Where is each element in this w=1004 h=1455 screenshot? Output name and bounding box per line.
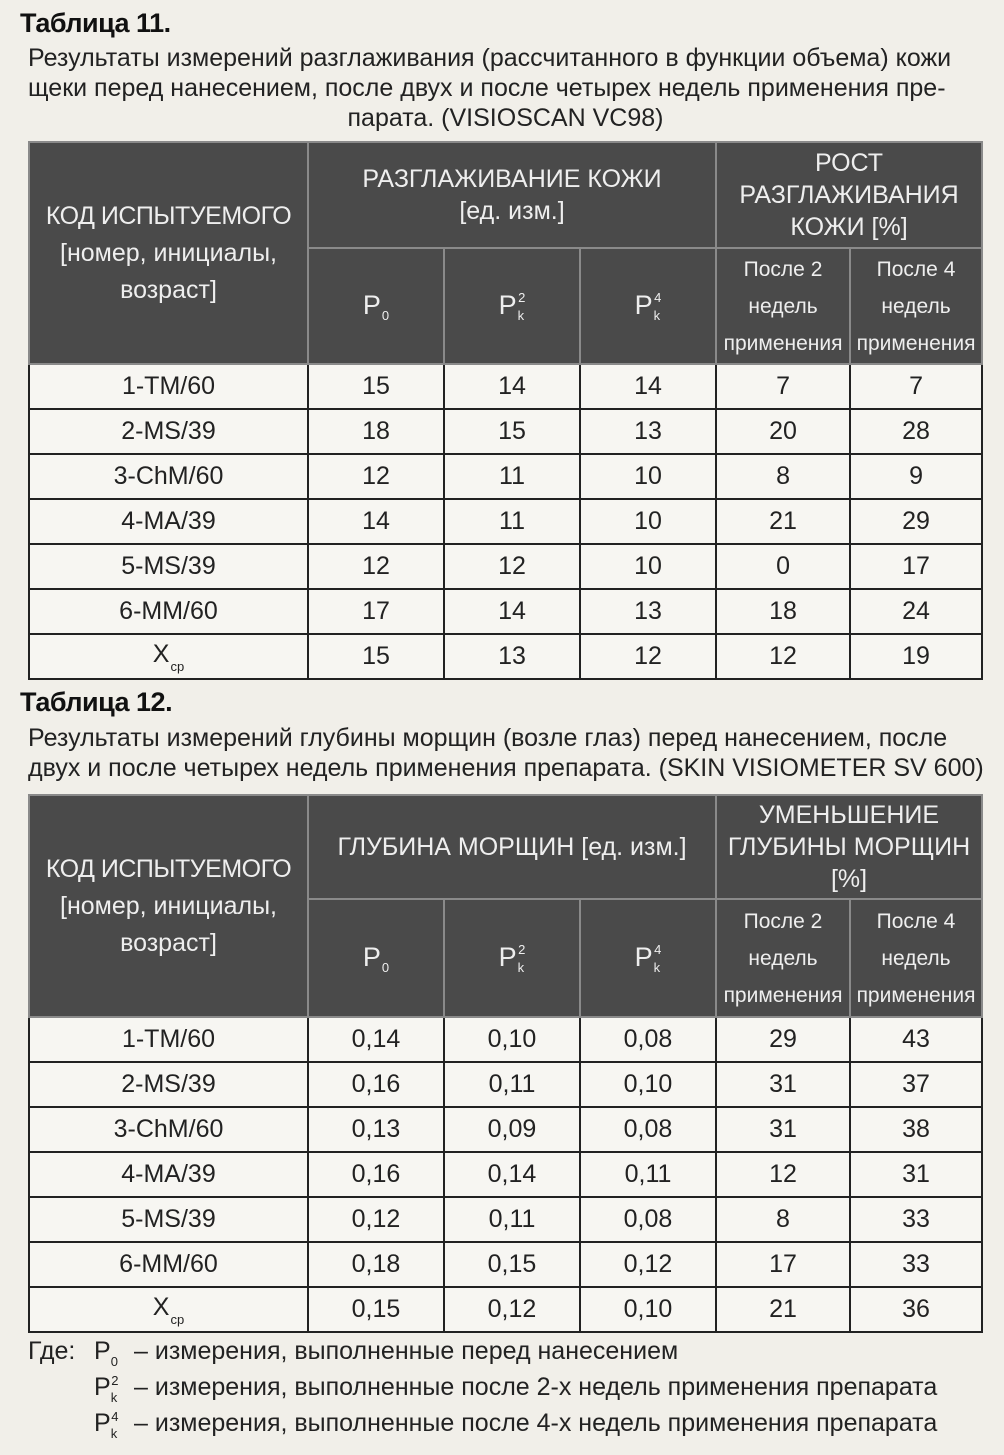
cell-after-4: 43 xyxy=(850,1017,982,1062)
table-row xyxy=(29,1107,982,1152)
header-group-label: ГЛУБИНЫ МОРЩИН xyxy=(727,833,971,861)
table-row xyxy=(29,589,982,634)
cell-after-4: 28 xyxy=(850,409,982,454)
header-group-unit: [ед. изм.] xyxy=(459,197,565,225)
cell-after-2: 17 xyxy=(716,1242,850,1287)
header-code-lower: [номер, инициалы, xyxy=(60,238,277,267)
legend-symbol: $P_k^2$ xyxy=(94,1373,119,1405)
cell-pk2: 14 xyxy=(444,364,580,409)
cell-after-2: 12 xyxy=(716,1152,850,1197)
cell-subject: 5-MS/39 xyxy=(29,544,308,589)
header-group-label: РАЗГЛАЖИВАНИЯ xyxy=(739,181,959,209)
table-11-title: Таблица 11. xyxy=(20,8,171,38)
cell-pk2: 0,15 xyxy=(444,1242,580,1287)
cell-pk2: 13 xyxy=(444,634,580,679)
cell-after-2: 21 xyxy=(716,1287,850,1332)
cell-after-4: 33 xyxy=(850,1197,982,1242)
legend-text: – измерения, выполненные после 4-х недель применения препарата xyxy=(134,1409,938,1437)
cell-subject: 6-MM/60 xyxy=(29,1242,308,1287)
table-row xyxy=(29,1017,982,1062)
cell-p0: 15 xyxy=(308,364,444,409)
caption-line: Результаты измерений разглаживания (рассчитанного в функции объема) кожи xyxy=(28,44,952,72)
header-group-label: РАЗГЛАЖИВАНИЕ КОЖИ xyxy=(362,165,662,193)
cell-after-4: 33 xyxy=(850,1242,982,1287)
cell-after-2: 29 xyxy=(716,1017,850,1062)
cell-subject: 4-MA/39 xyxy=(29,499,308,544)
cell-pk4: 13 xyxy=(580,589,716,634)
cell-after-2: 18 xyxy=(716,589,850,634)
cell-p0: 0,16 xyxy=(308,1062,444,1107)
cell-after-2: 21 xyxy=(716,499,850,544)
cell-pk4: 10 xyxy=(580,544,716,589)
cell-after-4: 37 xyxy=(850,1062,982,1107)
cell-subject: 1-TM/60 xyxy=(29,1017,308,1062)
cell-pk2: 0,11 xyxy=(444,1197,580,1242)
cell-subject: 4-MA/39 xyxy=(29,1152,308,1197)
cell-after-2: 12 xyxy=(716,634,850,679)
header-subject-code xyxy=(29,142,308,364)
header-group-smoothing xyxy=(308,142,716,248)
legend-where-label: Где: xyxy=(28,1337,76,1365)
cell-p0: 0,18 xyxy=(308,1242,444,1287)
caption-line: двух и после четырех недель применения препарата. (SKIN VISIOMETER SV 600) xyxy=(28,754,984,782)
cell-p0: 0,16 xyxy=(308,1152,444,1197)
table-row xyxy=(29,499,982,544)
cell-after-2: 7 xyxy=(716,364,850,409)
cell-pk2: 14 xyxy=(444,589,580,634)
cell-pk2: 0,10 xyxy=(444,1017,580,1062)
header-pk2: $P_k^2$ xyxy=(444,899,580,1017)
table-row xyxy=(29,364,982,409)
cell-pk4: 13 xyxy=(580,409,716,454)
header-code-lower: возраст] xyxy=(120,275,217,304)
cell-after-4: 17 xyxy=(850,544,982,589)
legend-text: – измерения, выполненные после 2-х недель применения препарата xyxy=(134,1373,938,1401)
header-code-lower: [номер, инициалы, xyxy=(60,891,277,920)
header-code-upper: КОД ИСПЫТУЕМОГО xyxy=(45,854,292,883)
cell-subject: 2-MS/39 xyxy=(29,1062,308,1107)
table-11 xyxy=(28,141,983,680)
cell-subject: 3-ChM/60 xyxy=(29,1107,308,1152)
table-row xyxy=(29,1197,982,1242)
cell-p0: 0,15 xyxy=(308,1287,444,1332)
cell-after-4: 9 xyxy=(850,454,982,499)
header-code-lower: возраст] xyxy=(120,928,217,957)
cell-after-2: 8 xyxy=(716,454,850,499)
cell-subject: 1-TM/60 xyxy=(29,364,308,409)
cell-p0: 0,14 xyxy=(308,1017,444,1062)
cell-after-2: 31 xyxy=(716,1062,850,1107)
header-group-label: РОСТ xyxy=(814,149,884,177)
cell-after-4: 31 xyxy=(850,1152,982,1197)
header-after-2-weeks: После 2 недель применения xyxy=(716,248,850,364)
header-group-reduction xyxy=(716,795,982,899)
legend-symbol: $P_k^4$ xyxy=(94,1409,119,1441)
cell-subject: 6-MM/60 xyxy=(29,589,308,634)
header-pk4: $P_k^4$ xyxy=(580,899,716,1017)
cell-p0: 17 xyxy=(308,589,444,634)
caption-line: щеки перед нанесением, после двух и после четырех недель применения пре- xyxy=(28,74,946,102)
header-group-growth xyxy=(716,142,982,248)
cell-pk4: 10 xyxy=(580,499,716,544)
header-after-4-weeks: После 4 недель применения xyxy=(850,248,982,364)
legend-symbol: $P_0$ xyxy=(94,1337,118,1369)
header-group-label: [%] xyxy=(830,865,868,893)
cell-pk2: 12 xyxy=(444,544,580,589)
table-row xyxy=(29,1242,982,1287)
cell-pk4: 0,08 xyxy=(580,1017,716,1062)
cell-after-2: 31 xyxy=(716,1107,850,1152)
table-11-caption xyxy=(28,43,983,133)
table-row xyxy=(29,409,982,454)
cell-subject: 3-ChM/60 xyxy=(29,454,308,499)
cell-p0: 0,13 xyxy=(308,1107,444,1152)
cell-after-4: 7 xyxy=(850,364,982,409)
header-group-wrinkle-depth xyxy=(308,795,716,899)
cell-p0: 0,12 xyxy=(308,1197,444,1242)
cell-subject: 5-MS/39 xyxy=(29,1197,308,1242)
header-pk4: $P_k^4$ xyxy=(580,248,716,364)
cell-pk2: 15 xyxy=(444,409,580,454)
cell-after-4: 36 xyxy=(850,1287,982,1332)
cell-after-2: 8 xyxy=(716,1197,850,1242)
cell-after-2: 20 xyxy=(716,409,850,454)
caption-line: Результаты измерений глубины морщин (возле глаз) перед нанесением, после xyxy=(28,724,948,752)
cell-pk4: 12 xyxy=(580,634,716,679)
table-row xyxy=(29,1062,982,1107)
header-subject-code xyxy=(29,795,308,1017)
cell-pk4: 0,11 xyxy=(580,1152,716,1197)
cell-after-4: 24 xyxy=(850,589,982,634)
table-row-average xyxy=(29,634,982,679)
table-12 xyxy=(28,794,983,1333)
table-12-body xyxy=(29,1017,982,1332)
header-after-4-weeks: После 4 недель применения xyxy=(850,899,982,1017)
cell-pk4: 0,10 xyxy=(580,1062,716,1107)
cell-pk2: 0,12 xyxy=(444,1287,580,1332)
cell-pk4: 0,08 xyxy=(580,1197,716,1242)
cell-p0: 12 xyxy=(308,454,444,499)
header-pk2: $P_k^2$ xyxy=(444,248,580,364)
cell-after-2: 0 xyxy=(716,544,850,589)
header-group-label: КОЖИ [%] xyxy=(790,213,908,241)
cell-pk4: 10 xyxy=(580,454,716,499)
legend-text: – измерения, выполненные перед нанесением xyxy=(134,1337,679,1365)
cell-pk4: 0,08 xyxy=(580,1107,716,1152)
cell-after-4: 38 xyxy=(850,1107,982,1152)
table-row-average xyxy=(29,1287,982,1332)
cell-pk4: 14 xyxy=(580,364,716,409)
caption-line: парата. (VISIOSCAN VC98) xyxy=(347,104,664,132)
header-after-2-weeks: После 2 недель применения xyxy=(716,899,850,1017)
table-12-caption xyxy=(28,723,983,783)
cell-average-label: $X_{ср}$ xyxy=(29,1287,308,1332)
cell-p0: 18 xyxy=(308,409,444,454)
table-12-title: Таблица 12. xyxy=(20,687,173,717)
cell-pk2: 0,09 xyxy=(444,1107,580,1152)
cell-pk2: 11 xyxy=(444,499,580,544)
table-row xyxy=(29,454,982,499)
cell-average-label: $X_{ср}$ xyxy=(29,634,308,679)
header-p0: $P_0$ xyxy=(308,899,444,1017)
header-code-upper: КОД ИСПЫТУЕМОГО xyxy=(45,201,292,230)
header-group-label: УМЕНЬШЕНИЕ xyxy=(758,801,940,829)
header-p0: $P_0$ xyxy=(308,248,444,364)
cell-after-4: 19 xyxy=(850,634,982,679)
cell-pk2: 11 xyxy=(444,454,580,499)
cell-p0: 12 xyxy=(308,544,444,589)
cell-p0: 15 xyxy=(308,634,444,679)
cell-subject: 2-MS/39 xyxy=(29,409,308,454)
cell-pk4: 0,10 xyxy=(580,1287,716,1332)
cell-pk2: 0,11 xyxy=(444,1062,580,1107)
table-row xyxy=(29,544,982,589)
cell-after-4: 29 xyxy=(850,499,982,544)
cell-p0: 14 xyxy=(308,499,444,544)
table-11-body xyxy=(29,364,982,679)
cell-pk4: 0,12 xyxy=(580,1242,716,1287)
cell-pk2: 0,14 xyxy=(444,1152,580,1197)
header-group-label: ГЛУБИНА МОРЩИН [ед. изм.] xyxy=(337,833,687,861)
table-row xyxy=(29,1152,982,1197)
